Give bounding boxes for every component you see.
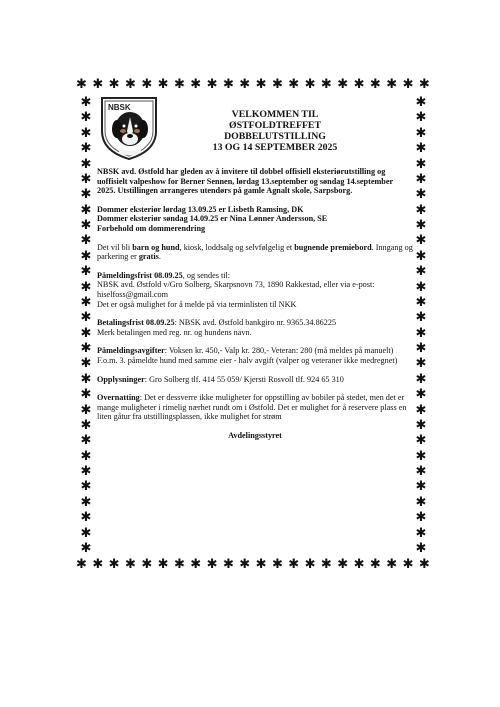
star-icon: ✱ xyxy=(80,524,92,540)
logo-text: NBSK xyxy=(108,103,131,112)
star-icon: ✱ xyxy=(415,493,427,509)
star-icon: ✱ xyxy=(222,76,234,91)
star-icon: ✱ xyxy=(80,539,92,555)
text-span: , kiosk, loddsalg og selvfølgelig et xyxy=(179,242,295,252)
star-icon: ✱ xyxy=(418,76,430,91)
star-icon: ✱ xyxy=(80,278,92,294)
title-line: VELKOMMEN TIL xyxy=(231,109,319,120)
star-icon: ✱ xyxy=(157,76,169,91)
star-icon: ✱ xyxy=(415,401,427,417)
star-icon: ✱ xyxy=(415,309,427,325)
star-icon: ✱ xyxy=(386,76,398,91)
star-icon: ✱ xyxy=(415,263,427,279)
star-icon: ✱ xyxy=(239,76,251,91)
activities-paragraph xyxy=(97,243,413,262)
info-text: : Gro Solberg tlf. 414 55 059/ Kjersti Rosvoll tlf. 924 65 310 xyxy=(144,374,344,384)
star-icon: ✱ xyxy=(415,386,427,402)
star-icon: ✱ xyxy=(206,556,218,571)
judge-saturday: Dommer eksteriør lørdag 13.09.25 er Lisbeth Ramsing, DK xyxy=(97,204,304,214)
star-icon: ✱ xyxy=(271,556,283,571)
star-icon: ✱ xyxy=(415,293,427,309)
star-icon: ✱ xyxy=(124,556,136,571)
star-border-bottom xyxy=(76,557,430,571)
star-icon: ✱ xyxy=(124,76,136,91)
text-span: bugnende premiebord xyxy=(294,242,372,252)
star-icon: ✱ xyxy=(415,201,427,217)
registration-text: , og sendes til: xyxy=(182,270,231,280)
page-title xyxy=(137,109,413,153)
registration-address: NBSK avd. Østfold v/Gro Solberg, Skarpsnovn 73, 1890 Rakkestad, eller via e-post: hiselfoss@gmail.com xyxy=(97,280,375,299)
payment-section xyxy=(97,318,413,337)
star-icon: ✱ xyxy=(415,416,427,432)
star-icon: ✱ xyxy=(304,556,316,571)
star-icon: ✱ xyxy=(80,401,92,417)
text-span: Det vil bli xyxy=(97,242,133,252)
star-icon: ✱ xyxy=(418,556,430,571)
star-icon: ✱ xyxy=(288,76,300,91)
overnight-section xyxy=(97,393,413,422)
intro-paragraph: NBSK avd. Østfold har gleden av å invitere til dobbel offisiell eksteriørutstilling og uoffisielt valpeshow for Berner Sennen, lørdag 13.september og søndag 14.september 2025. Utstillingen arrangeres utendørs på gamle Agnalt skole, Sarpsborg. xyxy=(97,167,393,196)
star-icon: ✱ xyxy=(255,76,267,91)
text-span: barn og hund xyxy=(132,242,180,252)
star-icon: ✱ xyxy=(141,76,153,91)
fees-text: : Voksen kr. 450,- Valp kr. 280,- Veteran: 280 (må meldes på manuelt) xyxy=(164,346,394,356)
star-icon: ✱ xyxy=(415,524,427,540)
star-icon: ✱ xyxy=(415,140,427,156)
star-icon: ✱ xyxy=(80,263,92,279)
star-icon: ✱ xyxy=(337,556,349,571)
fees-label: Påmeldingsavgifter xyxy=(97,346,165,356)
star-icon: ✱ xyxy=(415,94,427,109)
star-icon: ✱ xyxy=(369,556,381,571)
star-border-top xyxy=(76,77,430,91)
star-icon: ✱ xyxy=(80,432,92,448)
star-icon: ✱ xyxy=(80,247,92,263)
star-icon: ✱ xyxy=(80,340,92,355)
star-icon: ✱ xyxy=(108,76,120,91)
star-icon: ✱ xyxy=(80,94,92,109)
star-icon: ✱ xyxy=(415,109,427,125)
invitation-body xyxy=(97,109,413,440)
star-icon: ✱ xyxy=(415,478,427,494)
title-line: DOBBELUTSTILLING xyxy=(224,131,326,142)
star-icon: ✱ xyxy=(80,447,92,463)
judges-section xyxy=(97,205,413,234)
star-icon: ✱ xyxy=(80,109,92,125)
star-icon: ✱ xyxy=(304,76,316,91)
judge-sunday: Dommer eksteriør søndag 14.09.25 er Nina Lønner Andersson, SE xyxy=(97,214,328,224)
star-icon: ✱ xyxy=(92,76,104,91)
title-line: ØSTFOLDTREFFET xyxy=(229,120,321,131)
star-icon: ✱ xyxy=(415,217,427,232)
star-icon: ✱ xyxy=(288,556,300,571)
star-icon: ✱ xyxy=(415,155,427,171)
star-icon: ✱ xyxy=(190,76,202,91)
fees-discount: F.o.m. 3. påmeldte hund med samme eier - halv avgift (valper og veteraner ikke medregnet) xyxy=(97,355,398,365)
star-icon: ✱ xyxy=(80,309,92,325)
registration-label: Påmeldingsfrist 08.09.25 xyxy=(97,270,183,280)
judge-disclaimer: Forbehold om dommerendring xyxy=(97,223,206,233)
star-icon: ✱ xyxy=(402,556,414,571)
star-icon: ✱ xyxy=(173,76,185,91)
star-icon: ✱ xyxy=(415,247,427,263)
star-icon: ✱ xyxy=(337,76,349,91)
star-icon: ✱ xyxy=(80,124,92,140)
overnight-text: : Det er dessverre ikke muligheter for oppstilling av bobiler på stedet, men det er mange muligheter i rimelig nærhet rundt om i Østfold. Det er mulighet for å reservere plass en liten gåtur fra utstillingsplassen, ikke mulighet for strøm xyxy=(97,393,407,422)
star-icon: ✱ xyxy=(80,493,92,509)
star-icon: ✱ xyxy=(108,556,120,571)
star-icon: ✱ xyxy=(76,76,87,91)
star-icon: ✱ xyxy=(80,217,92,232)
star-icon: ✱ xyxy=(80,509,92,525)
star-icon: ✱ xyxy=(80,324,92,340)
star-icon: ✱ xyxy=(415,355,427,371)
star-icon: ✱ xyxy=(141,556,153,571)
registration-nkk: Det er også mulighet for å melde på via terminlisten til NKK xyxy=(97,299,297,309)
star-icon: ✱ xyxy=(415,170,427,186)
text-span: . Inngang og parkering er xyxy=(97,242,413,262)
star-icon: ✱ xyxy=(255,556,267,571)
registration-section xyxy=(97,271,413,309)
star-icon: ✱ xyxy=(415,370,427,386)
star-icon: ✱ xyxy=(80,170,92,186)
overnight-label: Overnatting xyxy=(97,393,140,403)
star-icon: ✱ xyxy=(320,76,332,91)
payment-label: Betalingsfrist 08.09.25 xyxy=(97,318,175,328)
star-icon: ✱ xyxy=(80,370,92,386)
star-icon: ✱ xyxy=(369,76,381,91)
star-icon: ✱ xyxy=(415,124,427,140)
star-border-right xyxy=(414,95,428,555)
star-icon: ✱ xyxy=(415,432,427,448)
star-icon: ✱ xyxy=(271,76,283,91)
star-icon: ✱ xyxy=(415,447,427,463)
star-icon: ✱ xyxy=(415,186,427,202)
star-icon: ✱ xyxy=(80,201,92,217)
star-icon: ✱ xyxy=(415,232,427,248)
star-icon: ✱ xyxy=(80,140,92,156)
text-span: gratis xyxy=(138,252,159,262)
star-icon: ✱ xyxy=(80,478,92,494)
fees-section xyxy=(97,346,413,365)
star-icon: ✱ xyxy=(239,556,251,571)
star-icon: ✱ xyxy=(353,556,365,571)
star-icon: ✱ xyxy=(173,556,185,571)
star-icon: ✱ xyxy=(320,556,332,571)
star-icon: ✱ xyxy=(415,463,427,478)
star-icon: ✱ xyxy=(76,556,87,571)
signature: Avdelingsstyret xyxy=(228,430,282,440)
star-icon: ✱ xyxy=(353,76,365,91)
payment-note: Merk betalingen med reg. nr. og hundens navn. xyxy=(97,327,252,337)
star-border-left xyxy=(79,95,93,555)
star-icon: ✱ xyxy=(415,278,427,294)
star-icon: ✱ xyxy=(415,509,427,525)
star-icon: ✱ xyxy=(190,556,202,571)
star-icon: ✱ xyxy=(206,76,218,91)
title-line: 13 OG 14 SEPTEMBER 2025 xyxy=(212,142,338,153)
star-icon: ✱ xyxy=(80,155,92,171)
star-icon: ✱ xyxy=(80,463,92,478)
star-icon: ✱ xyxy=(80,416,92,432)
star-icon: ✱ xyxy=(157,556,169,571)
star-icon: ✱ xyxy=(415,324,427,340)
star-icon: ✱ xyxy=(386,556,398,571)
info-label: Opplysninger xyxy=(97,374,145,384)
payment-text: : NBSK avd. Østfold bankgiro nr. 9365.34.86225 xyxy=(174,318,337,328)
star-icon: ✱ xyxy=(80,355,92,371)
star-icon: ✱ xyxy=(80,293,92,309)
text-span: . xyxy=(158,252,161,262)
star-icon: ✱ xyxy=(415,340,427,355)
star-icon: ✱ xyxy=(80,386,92,402)
star-icon: ✱ xyxy=(80,232,92,248)
star-icon: ✱ xyxy=(222,556,234,571)
star-icon: ✱ xyxy=(415,539,427,555)
star-icon: ✱ xyxy=(80,186,92,202)
star-icon: ✱ xyxy=(92,556,104,571)
star-icon: ✱ xyxy=(402,76,414,91)
info-section xyxy=(97,375,413,385)
